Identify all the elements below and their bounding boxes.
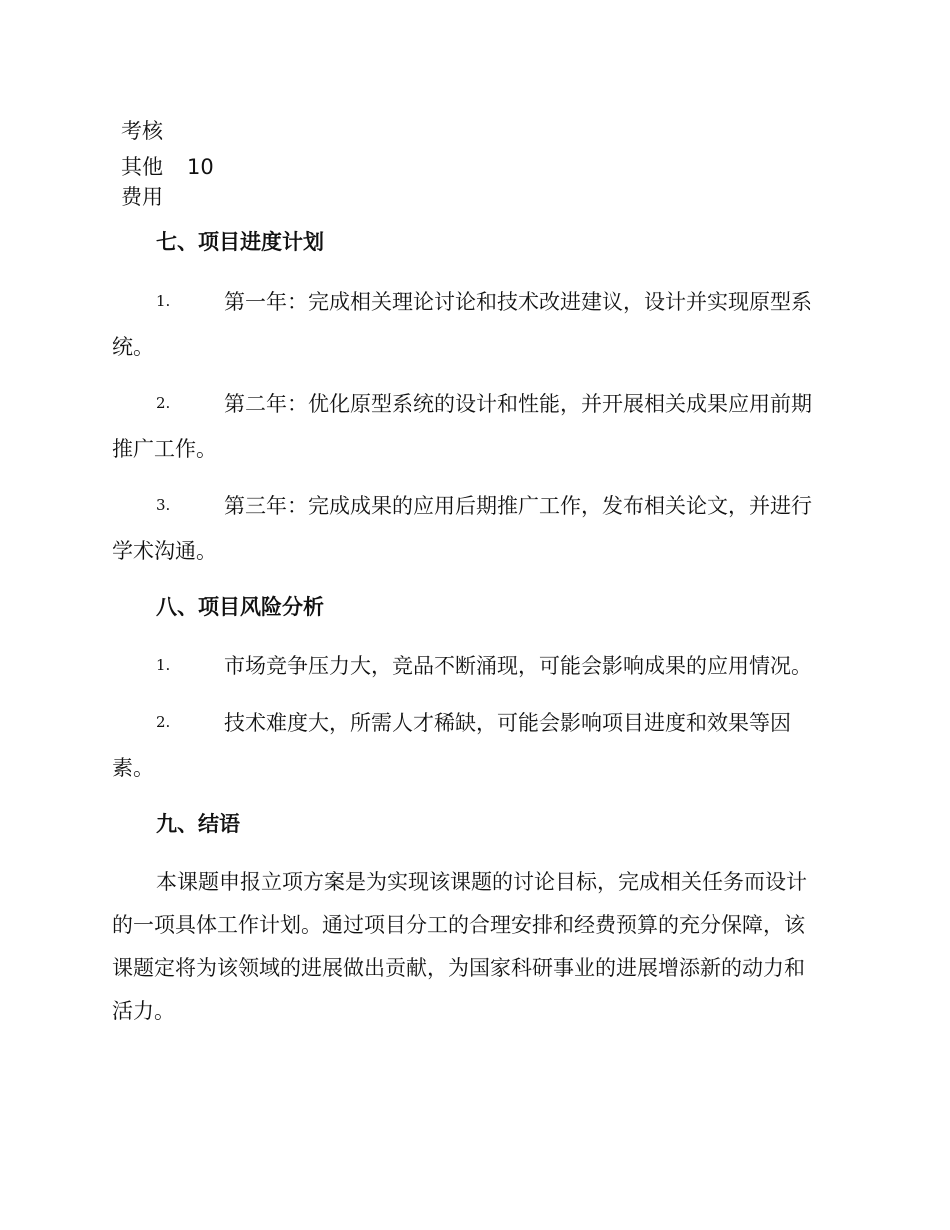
list-text: 第一年：完成相关理论讨论和技术改进建议，设计并实现原型系 (224, 290, 812, 314)
paragraph-line: 本课题申报立项方案是为实现该课题的讨论目标，完成相关任务而设计 (156, 870, 807, 894)
section-heading: 八、项目风险分析 (156, 595, 324, 619)
list-text: 市场竞争压力大，竞品不断涌现，可能会影响成果的应用情况。 (224, 654, 812, 678)
list-number: 3. (156, 496, 171, 514)
list-text-continued: 素。 (112, 756, 154, 780)
section-heading: 七、项目进度计划 (156, 230, 324, 254)
list-text-continued: 统。 (112, 335, 154, 359)
paragraph-line: 的一项具体工作计划。通过项目分工的合理安排和经费预算的充分保障，该 (112, 913, 805, 937)
list-text: 第三年：完成成果的应用后期推广工作，发布相关论文，并进行 (224, 494, 812, 518)
list-number: 1. (156, 292, 171, 310)
list-number: 2. (156, 713, 171, 731)
paragraph-line: 课题定将为该领域的进展做出贡献，为国家科研事业的进展增添新的动力和 (112, 956, 805, 980)
list-text-continued: 学术沟通。 (112, 539, 217, 563)
list-text: 第二年：优化原型系统的设计和性能，并开展相关成果应用前期 (224, 392, 812, 416)
table-cell-value: 10 (187, 155, 214, 179)
list-number: 2. (156, 394, 171, 412)
section-heading: 九、结语 (156, 812, 240, 836)
list-text: 技术难度大，所需人才稀缺，可能会影响项目进度和效果等因 (224, 711, 791, 735)
table-cell-label: 考核 (121, 119, 163, 143)
table-cell-label: 费用 (121, 185, 163, 209)
list-text-continued: 推广工作。 (112, 437, 217, 461)
table-cell-label: 其他 (121, 155, 163, 179)
list-number: 1. (156, 656, 171, 674)
paragraph-line: 活力。 (112, 999, 175, 1023)
